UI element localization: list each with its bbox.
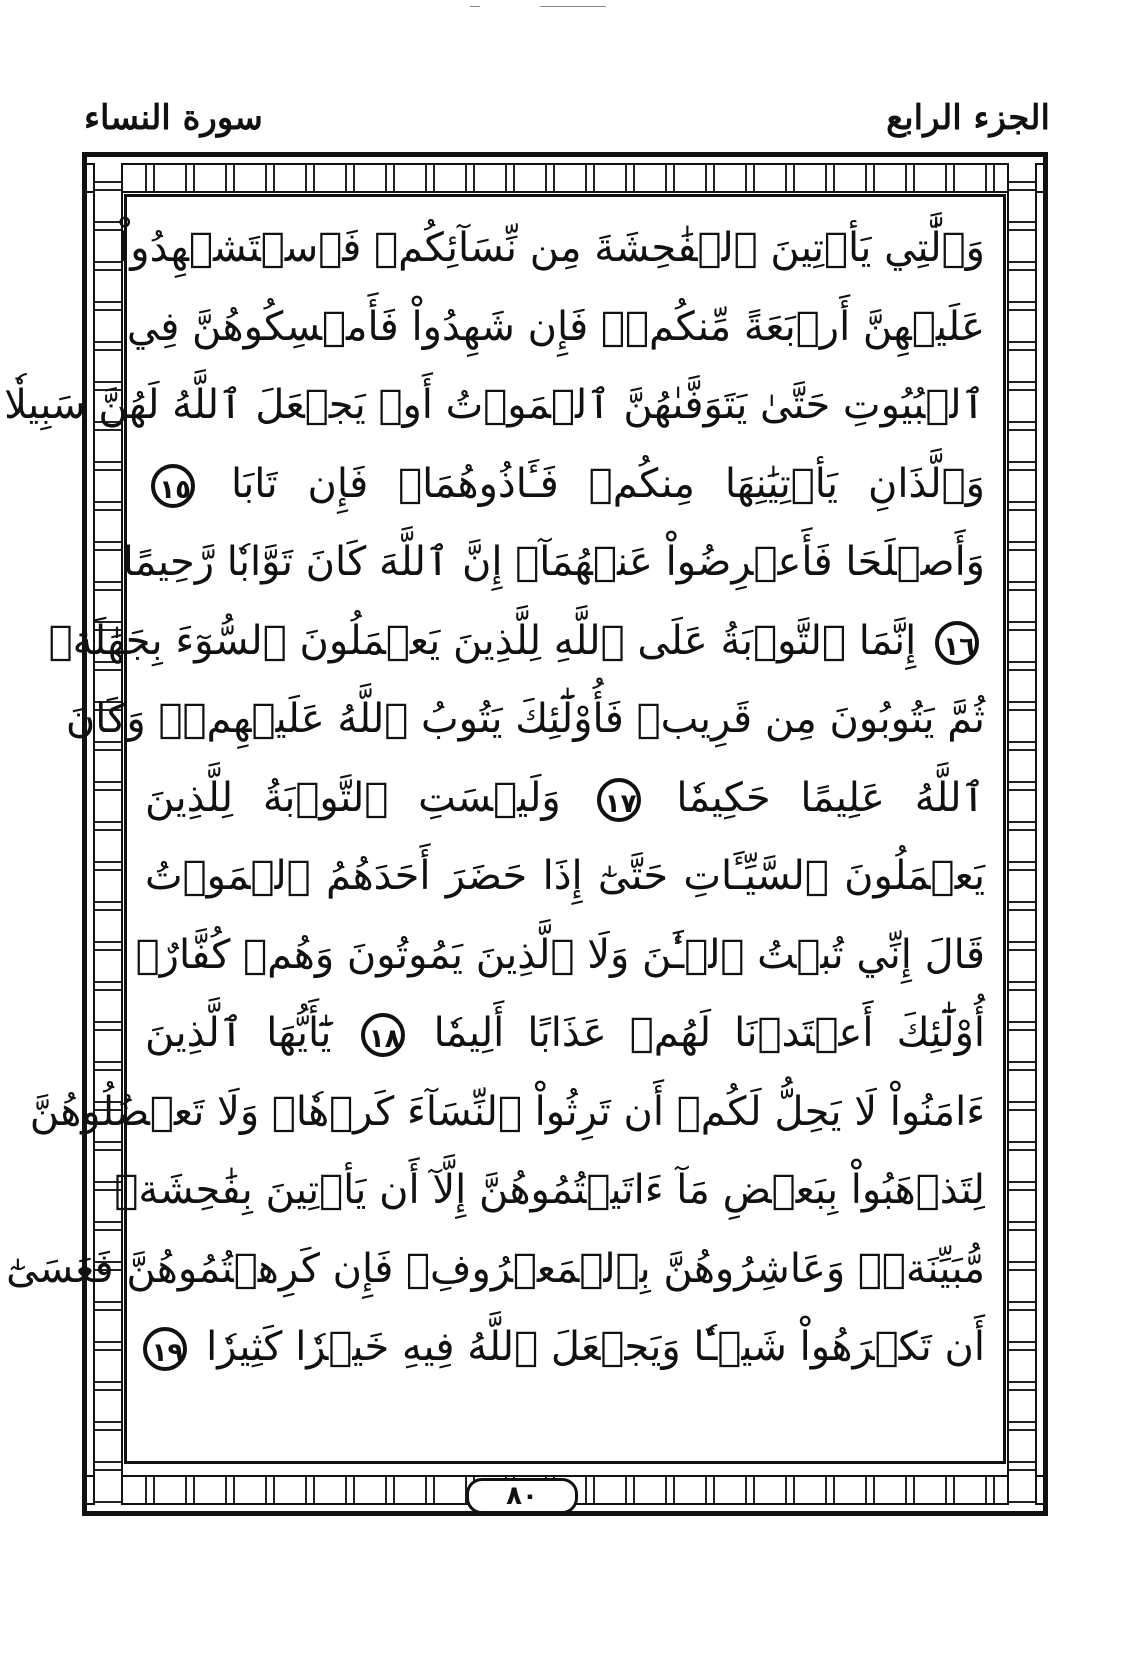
line-text: إِنَّمَا ٱلتَّوۡبَةُ عَلَى ٱللَّهِ لِلَّذِينَ يَعۡمَلُونَ ٱلسُّوٓءَ بِجَهَٰلَةٖ [48, 617, 917, 664]
line-text: أُوْلَٰٓئِكَ أَعۡتَدۡنَا لَهُمۡ عَذَابًا أَلِيمٗا [433, 1010, 986, 1056]
juz-title: الجزء الرابع [886, 98, 1050, 138]
ayah-marker-15: ١٥ [151, 464, 195, 508]
ayah-marker-19: ١٩ [143, 1327, 187, 1371]
page-number: ٨٠ [466, 1478, 578, 1514]
ayah-marker-16: ١٦ [935, 621, 979, 665]
verse-line-10 [135, 916, 985, 995]
line-text: أَن تَكۡرَهُواْ شَيۡـٔٗا وَيَجۡعَلَ ٱللَّهُ فِيهِ خَيۡرٗا كَثِيرٗا [206, 1324, 985, 1370]
verse-line-7 [65, 680, 985, 759]
quran-text-panel [4, 194, 1006, 1464]
verse-line-12 [29, 1073, 985, 1152]
ayah-marker-17: ١٧ [597, 778, 641, 822]
line-text: لِتَذۡهَبُواْ بِبَعۡضِ مَآ ءَاتَيۡتُمُوهُنَّ إِلَّآ أَن يَأۡتِينَ بِفَٰحِشَةٖ [114, 1167, 985, 1213]
verse-line-13 [114, 1151, 985, 1230]
line-text: وَلَيۡسَتِ ٱلتَّوۡبَةُ لِلَّذِينَ [145, 774, 561, 821]
line-text: ٱللَّهُ عَلِيمًا حَكِيمٗا [676, 774, 986, 821]
verse-line-14 [6, 1230, 985, 1309]
line-text: مُّبَيِّنَةٖۚ وَعَاشِرُوهُنَّ بِٱلۡمَعۡرُوفِۚ فَإِن كَرِهۡتُمُوهُنَّ فَعَسَىٰٓ [6, 1245, 985, 1292]
verse-line-2 [126, 288, 985, 367]
line-text: يَٰٓأَيُّهَا ٱلَّذِينَ [145, 1010, 332, 1056]
verse-line-3 [4, 366, 985, 445]
frame-band-top [87, 163, 1043, 193]
line-text: وَأَصۡلَحَا فَأَعۡرِضُواْ عَنۡهُمَآۗ إِنَّ ٱللَّهَ كَانَ تَوَّابٗا رَّحِيمًا [122, 539, 985, 585]
line-text: ثُمَّ يَتُوبُونَ مِن قَرِيبٖ فَأُوْلَٰٓئِكَ يَتُوبُ ٱللَّهُ عَلَيۡهِمۡۗ وَكَانَ [65, 696, 985, 742]
verse-line-4 [145, 445, 985, 524]
frame-band-right [1007, 163, 1037, 1505]
verse-line-9 [145, 837, 985, 916]
verse-line-6 [48, 602, 985, 681]
line-text: وَٱلَّٰتِي يَأۡتِينَ ٱلۡفَٰحِشَةَ مِن نِّسَآئِكُمۡ فَٱسۡتَشۡهِدُواْ [119, 225, 985, 271]
verse-line-15 [145, 1308, 985, 1387]
line-text: قَالَ إِنِّي تُبۡتُ ٱلۡـَٰٔنَ وَلَا ٱلَّذِينَ يَمُوتُونَ وَهُمۡ كُفَّارٌۚ [135, 931, 985, 978]
line-text: يَعۡمَلُونَ ٱلسَّيِّـَٔاتِ حَتَّىٰٓ إِذَا حَضَرَ أَحَدَهُمُ ٱلۡمَوۡتُ [145, 853, 985, 899]
verse-line-8 [145, 759, 985, 838]
ayah-marker-18: ١٨ [361, 1013, 405, 1057]
scan-mark-right [540, 6, 606, 7]
verse-line-5 [122, 523, 985, 602]
scan-mark-left [470, 6, 480, 7]
line-text: عَلَيۡهِنَّ أَرۡبَعَةً مِّنكُمۡۖ فَإِن شَهِدُواْ فَأَمۡسِكُوهُنَّ فِي [126, 303, 985, 350]
verse-line-1 [119, 209, 985, 288]
surah-title: سورة النساء [84, 98, 263, 138]
line-text: وَٱلَّذَانِ يَأۡتِيَٰنِهَا مِنكُمۡ فَـَٔاذُوهُمَاۖ فَإِن تَابَا [230, 460, 986, 507]
page-header [84, 96, 1050, 156]
line-text: ٱلۡبُيُوتِ حَتَّىٰ يَتَوَفَّىٰهُنَّ ٱلۡمَوۡتُ أَوۡ يَجۡعَلَ ٱللَّهُ لَهُنَّ سَبِيلٗا [4, 382, 985, 428]
line-text: ءَامَنُواْ لَا يَحِلُّ لَكُمۡ أَن تَرِثُواْ ٱلنِّسَآءَ كَرۡهٗاۖ وَلَا تَعۡضُلُوهُنَّ [29, 1088, 985, 1135]
verse-line-11 [145, 994, 985, 1073]
